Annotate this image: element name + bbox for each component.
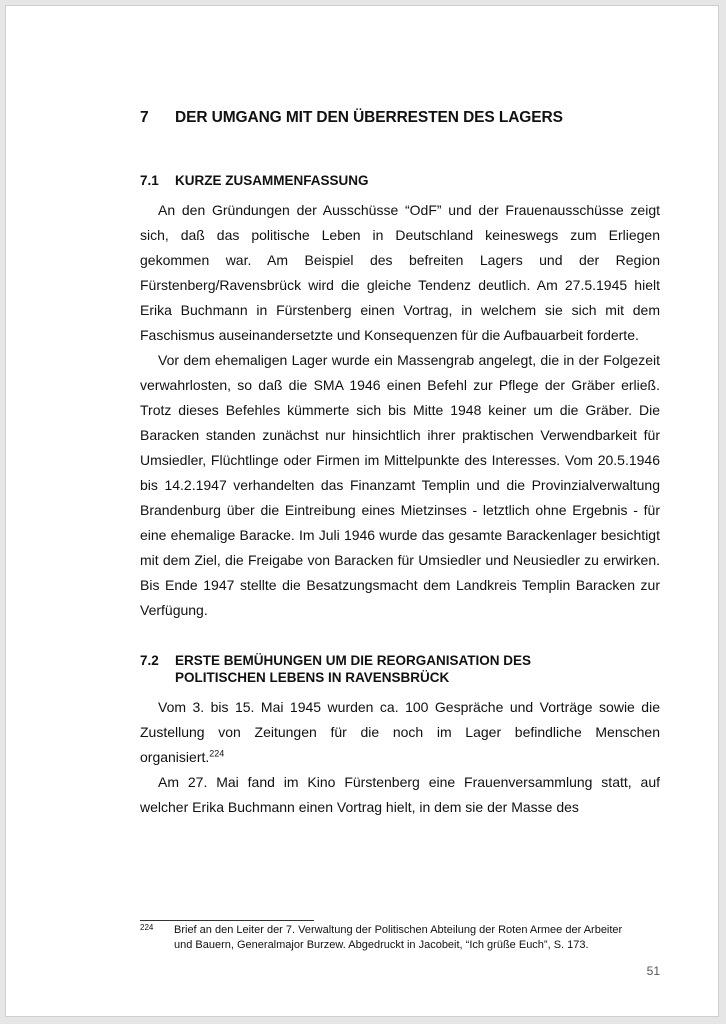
section-title-line: ERSTE BEMÜHUNGEN UM DIE REORGANISATION DES (175, 653, 532, 668)
page-content (140, 102, 660, 820)
footnote-reference[interactable]: 224 (209, 748, 225, 759)
paragraph: An den Gründungen der Ausschüsse “OdF” und der Frauenausschüsse zeigt sich, daß das politische Leben in Deutschland keineswegs zum Erliegen gekommen war. Am Beispiel des befreiten Lagers und der Region Fürstenberg/Ravensbrück wird die gleiche Tendenz deutlich. Am 27.5.1945 hielt Erika Buchmann in Fürstenberg einen Vortrag, in welchem sie sich mit dem Faschismus auseinandersetzte und Konsequenzen für die Aufbauarbeit forderte. (140, 202, 660, 343)
section-body-7-2 (140, 695, 660, 820)
chapter-title: DER UMGANG MIT DEN ÜBERRESTEN DES LAGERS (175, 109, 563, 126)
chapter-number: 7 (140, 109, 149, 126)
footnote (140, 923, 660, 953)
footnote-number: 224 (140, 923, 154, 932)
paragraph (140, 695, 660, 770)
section-heading-7-1 (140, 172, 660, 189)
section-body-7-1 (140, 198, 660, 623)
section-title (175, 652, 531, 686)
paragraph-text: Vom 3. bis 15. Mai 1945 wurden ca. 100 Gespräche und Vorträge sowie die Zustellung von Zeitungen für die noch im Lager befindliche Menschen organisiert. (140, 699, 660, 765)
page-number: 51 (646, 964, 660, 978)
chapter-heading (140, 109, 660, 127)
section-title: KURZE ZUSAMMENFASSUNG (175, 173, 369, 188)
paragraph: Vor dem ehemaligen Lager wurde ein Massengrab angelegt, die in der Folgezeit verwahrlosten, so daß die SMA 1946 einen Befehl zur Pflege der Gräber erließ. Trotz dieses Befehles kümmerte sich bis Mitte 1948 keiner um die Gräber. Die Baracken standen zunächst nur hinsichtlich ihrer praktischen Verwendbarkeit für Umsiedler, Flüchtlinge oder Firmen im Mittelpunkte des Interesses. Vom 20.5.1946 bis 14.2.1947 verhandelten das Finanzamt Templin und die Provinzialverwaltung Brandenburg über die Eintreibung eines Mietzinses - letztlich ohne Ergebnis - für eine ehemalige Baracke. Im Juli 1946 wurde das gesamte Barackenlager besichtigt mit dem Ziel, die Freigabe von Baracken für Umsiedler und Neusiedler zu erwirken. Bis Ende 1947 stellte die Besatzungsmacht dem Landkreis Templin Baracken zur Verfügung. (140, 352, 660, 618)
section-title-line: POLITISCHEN LEBENS IN RAVENSBRÜCK (175, 670, 450, 685)
footnote-line: und Bauern, Generalmajor Burzew. Abgedruckt in Jacobeit, “Ich grüße Euch”, S. 173. (174, 939, 589, 951)
footnote-text (174, 923, 622, 953)
section-heading-7-2 (140, 652, 660, 686)
paragraph: Am 27. Mai fand im Kino Fürstenberg eine Frauenversammlung statt, auf welcher Erika Buchmann einen Vortrag hielt, in dem sie der Masse des (140, 774, 660, 815)
footnote-line: Brief an den Leiter der 7. Verwaltung der Politischen Abteilung der Roten Armee der Arbeiter (174, 924, 623, 936)
chapter-heading-wrap (140, 109, 660, 127)
section-number: 7.2 (140, 653, 159, 668)
document-page (5, 5, 719, 1017)
section-number: 7.1 (140, 173, 159, 188)
